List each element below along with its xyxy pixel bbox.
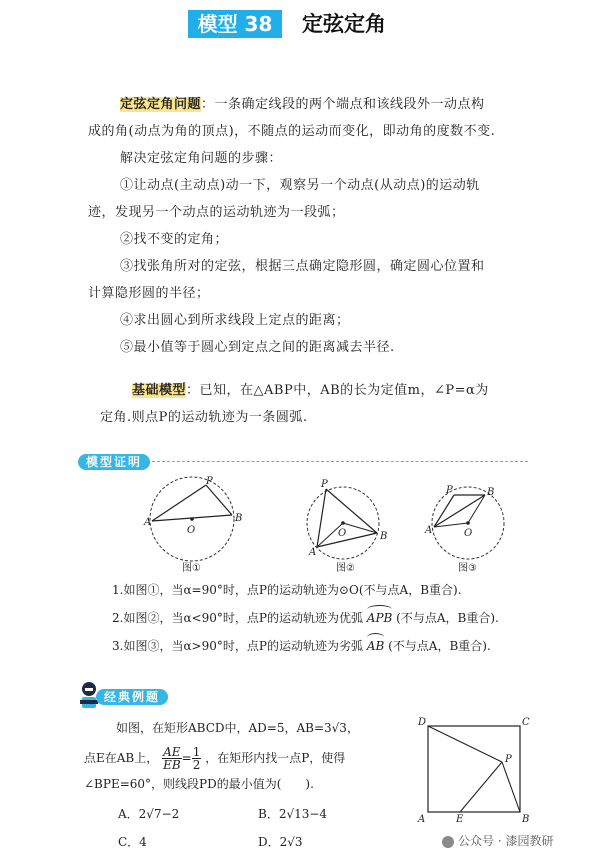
- fig1-label-O: O: [187, 525, 196, 536]
- basic-line-2: 定角.则点P的运动轨迹为一条圆弧.: [100, 410, 308, 425]
- option-d: D．2√3: [258, 835, 303, 849]
- step-1a: ①让动点(主动点)动一下，观察另一个动点(从动点)的运动轨: [120, 178, 480, 193]
- arc-apb: APB: [367, 611, 393, 625]
- proof-figures: [140, 475, 540, 575]
- intro-line-1: 定弦定角问题：一条确定线段的两个端点和该线段外一动点构: [120, 97, 485, 112]
- fig2-label-B: B: [380, 531, 388, 542]
- rect-label-B: B: [522, 814, 530, 822]
- example-line-1: 如图，在矩形ABCD中，AD=5，AB=3√3，: [116, 721, 359, 735]
- watermark: 公众号 · 漆园教研: [442, 832, 553, 849]
- fig3-caption: 图③: [458, 563, 477, 574]
- fig1-label-B: B: [235, 513, 243, 524]
- fig2-label-O: O: [338, 528, 347, 539]
- fig3-label-O: O: [464, 528, 473, 539]
- arc-ab: AB: [367, 639, 384, 653]
- term-label: 定弦定角问题: [120, 97, 202, 112]
- proof-item-3: 3.如图③，当α>90°时，点P的运动轨迹为劣弧 AB (不与点A，B重合).: [112, 638, 491, 654]
- proof-item-2: 2.如图②，当α<90°时，点P的运动轨迹为优弧 APB (不与点A，B重合).: [112, 610, 499, 626]
- rect-label-D: D: [418, 717, 427, 728]
- figure-3: [424, 485, 504, 574]
- fig1-label-A: A: [144, 517, 152, 528]
- step-3b: 计算隐形圆的半径；: [88, 286, 210, 301]
- fig2-label-A: A: [309, 547, 317, 558]
- example-line-2: 点E在AB上， $\frac{AE}{EB}$ = $\frac{1}{2}$ ，在矩形内找一点P，使得: [84, 745, 346, 772]
- step-4: ④求出圆心到所求线段上定点的距离；: [120, 313, 350, 328]
- steps-title: 解决定弦定角问题的步骤：: [120, 151, 283, 166]
- model-badge: 模型 38: [188, 10, 282, 38]
- step-1b: 迹，发现另一个动点的运动轨迹为一段弧；: [88, 205, 345, 220]
- option-a: A．2√7−2: [118, 807, 180, 821]
- fig3-label-B: B: [487, 487, 495, 498]
- fig2-label-P: P: [321, 479, 328, 490]
- proof-chip: 模型证明: [78, 454, 150, 470]
- fraction-ae-eb: $\frac{AE}{EB}$: [163, 745, 181, 772]
- rect-label-P: P: [505, 754, 512, 765]
- example-chip-wrap: [96, 686, 168, 705]
- option-b: B．2√13−4: [258, 807, 328, 821]
- intro-line-2: 成的角(动点为角的顶点)，不随点的运动而变化，即动角的度数不变.: [88, 124, 496, 139]
- step-2: ②找不变的定角；: [120, 232, 229, 247]
- wechat-icon: [442, 836, 454, 848]
- figure-1: [143, 476, 242, 574]
- rectangle-figure: [412, 712, 532, 822]
- fig2-caption: 图②: [336, 563, 355, 574]
- header: [0, 0, 602, 50]
- proof-item-1: 1.如图①，当α=90°时，点P的运动轨迹为⊙O(不与点A，B重合).: [112, 583, 462, 597]
- fig3-label-P: P: [446, 485, 453, 496]
- step-3a: ③找张角所对的定弦，根据三点确定隐形圆，确定圆心位置和: [120, 259, 485, 274]
- fig1-label-P: P: [206, 476, 213, 487]
- fig1-caption: 图①: [182, 563, 201, 574]
- basic-term: 基础模型: [132, 383, 187, 398]
- page-title: 定弦定角: [302, 12, 386, 36]
- rect-label-A: A: [418, 814, 426, 822]
- rect-label-E: E: [456, 814, 464, 822]
- example-line-3: ∠BPE=60°，则线段PD的最小值为( ).: [84, 777, 314, 791]
- proof-divider: [152, 461, 528, 462]
- example-chip: 经典例题: [96, 689, 168, 705]
- step-5: ⑤最小值等于圆心到定点之间的距离减去半径.: [120, 340, 395, 355]
- proof-chip-wrap: [78, 451, 150, 470]
- fraction-one-half: $\frac{1}{2}$: [192, 745, 201, 772]
- rect-label-C: C: [522, 717, 530, 728]
- figure-2: [307, 479, 387, 574]
- basic-line-1: 基础模型：已知，在△ABP中，AB的长为定值m，∠P=α为: [132, 383, 489, 398]
- fig3-label-A: A: [425, 525, 433, 536]
- option-c: C．4: [118, 835, 147, 849]
